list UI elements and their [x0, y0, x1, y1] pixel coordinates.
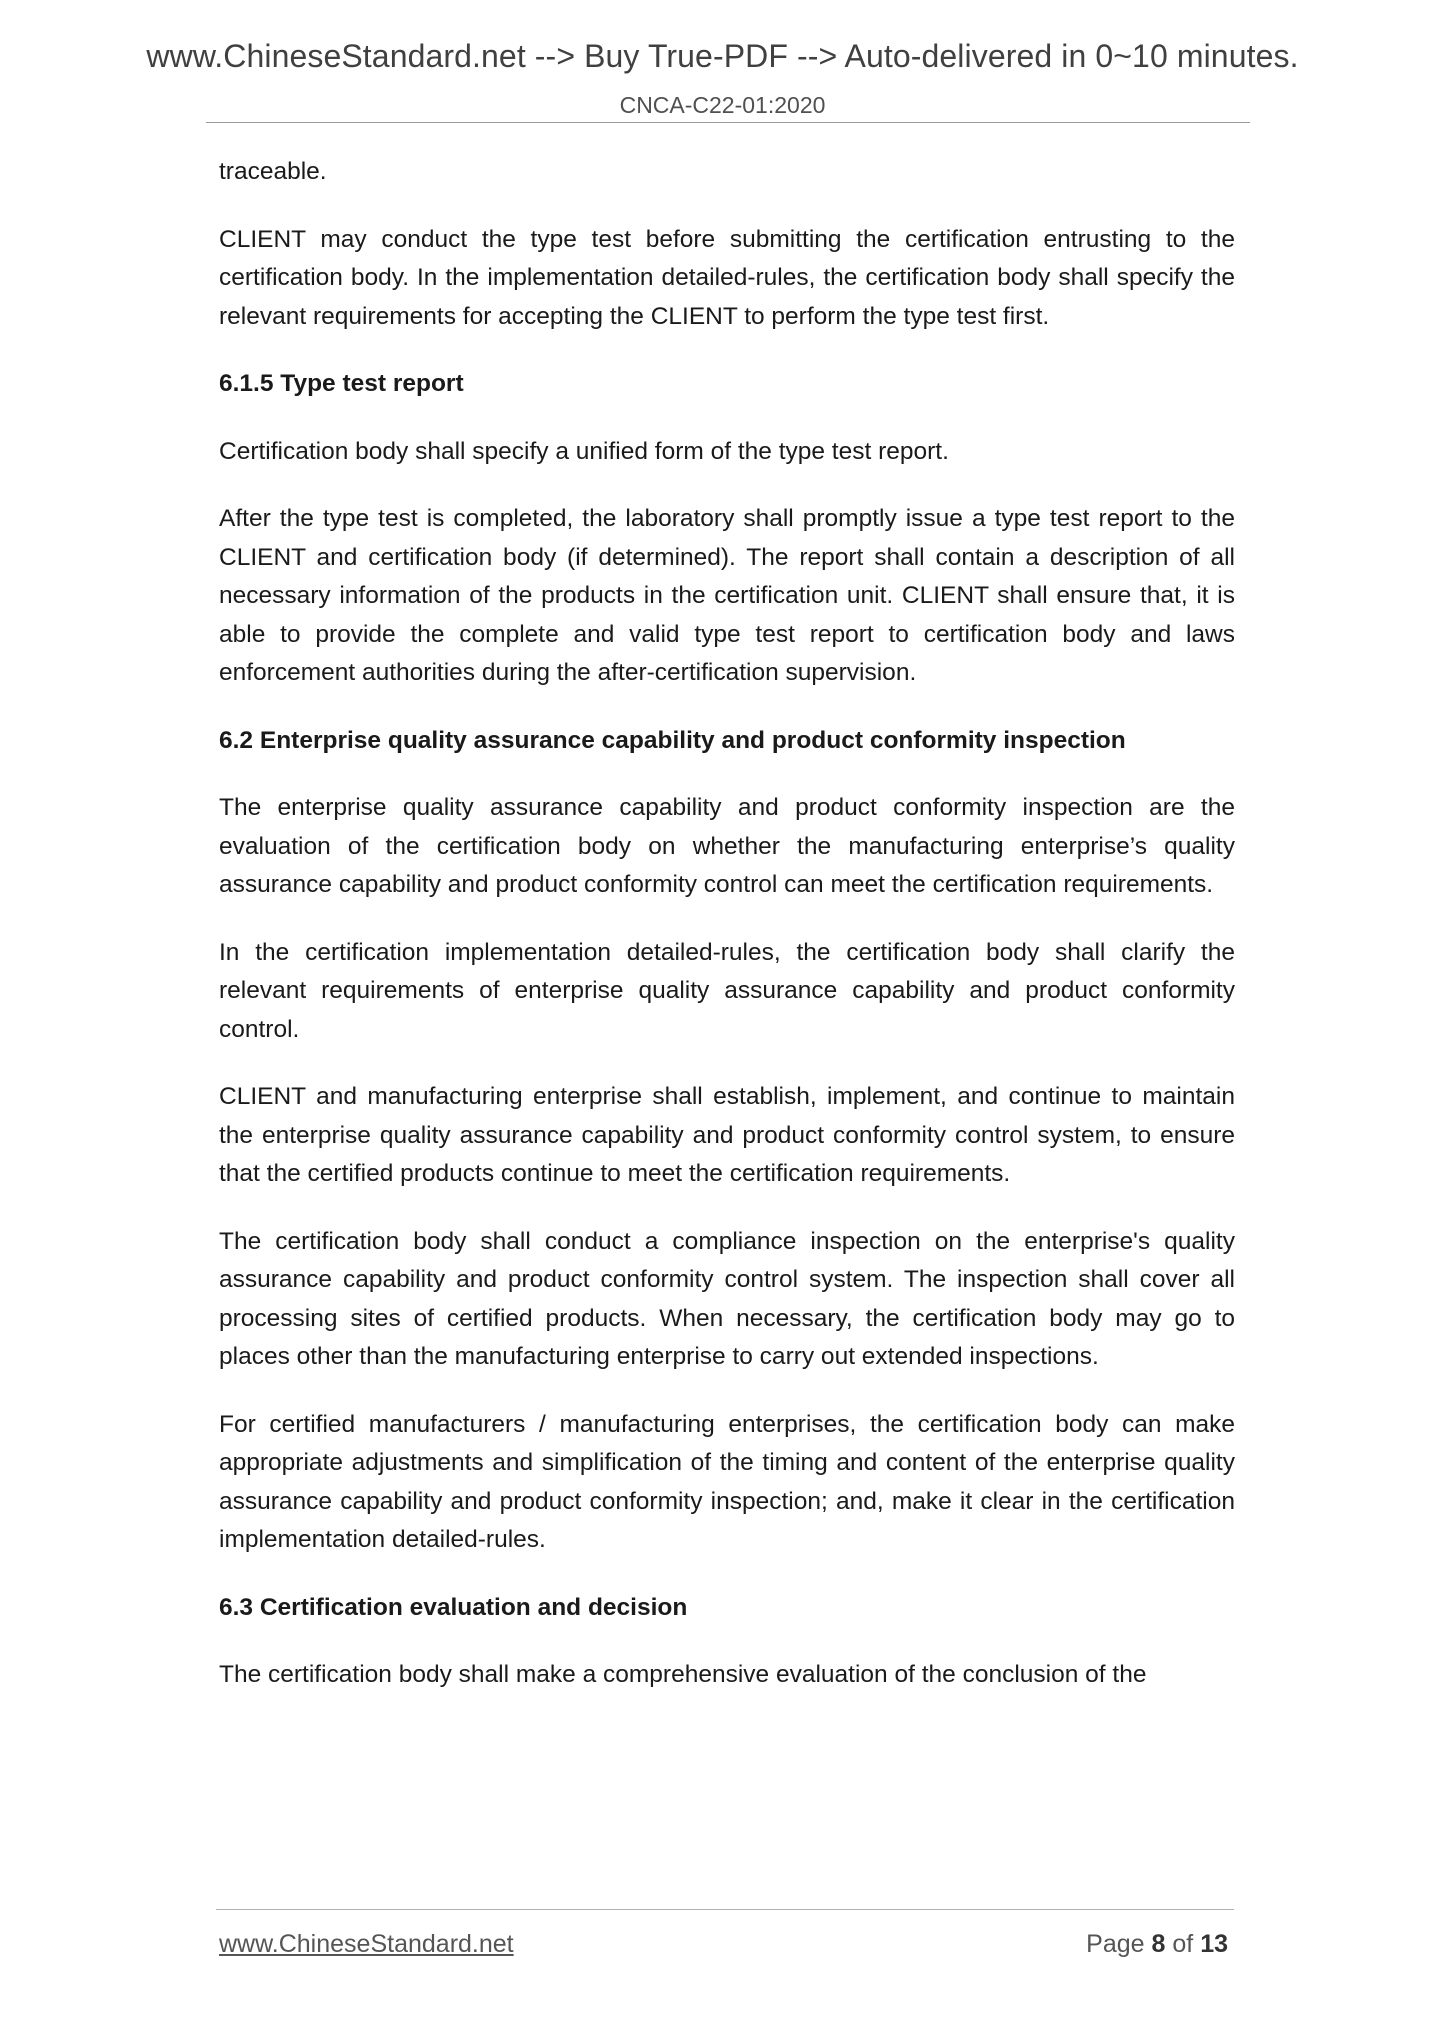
- section-heading-6-2: 6.2 Enterprise quality assurance capability and product conformity inspection: [219, 726, 1126, 754]
- page-indicator: [1086, 1930, 1228, 1959]
- paragraph: The enterprise quality assurance capability and product conformity inspection are the evaluation of the certification body on whether the manufacturing enterprise’s quality assurance capability and product conformity control can meet the certification requirements.: [219, 794, 1235, 898]
- paragraph: traceable.: [219, 158, 327, 185]
- footer-divider: [216, 1909, 1234, 1910]
- section-heading-6-1-5: 6.1.5 Type test report: [219, 370, 464, 397]
- document-code: CNCA-C22-01:2020: [619, 92, 826, 118]
- of-label: of: [1172, 1930, 1194, 1958]
- paragraph: CLIENT may conduct the type test before submitting the certification entrusting to the certification body. In the implementation detailed-rules, the certification body shall specify the relevant requirements for accepting the CLIENT to perform the type test first.: [219, 225, 1235, 330]
- header-banner[interactable]: www.ChineseStandard.net --> Buy True-PDF --> Auto-delivered in 0~10 minutes.: [146, 38, 1299, 74]
- paragraph: CLIENT and manufacturing enterprise shall establish, implement, and continue to maintain the enterprise quality assurance capability and product conformity control system, to ensure that the certified products continue to meet the certification requirements.: [219, 1083, 1235, 1187]
- footer-website-link[interactable]: www.ChineseStandard.net: [219, 1930, 514, 1958]
- page-total: 13: [1200, 1930, 1228, 1958]
- page-body: [219, 153, 1235, 1724]
- page-number: 8: [1151, 1930, 1166, 1958]
- paragraph: After the type test is completed, the laboratory shall promptly issue a type test report to the CLIENT and certification body (if determined). The report shall contain a description of all necessary information of the products in the certification unit. CLIENT shall ensure that, it is able to provide the complete and valid type test report to certification body and laws enforcement authorities during the after-certification supervision.: [219, 505, 1235, 686]
- page-label: Page: [1086, 1930, 1145, 1958]
- header-divider: [206, 122, 1250, 123]
- paragraph: The certification body shall conduct a compliance inspection on the enterprise's quality assurance capability and product conformity control system. The inspection shall cover all processing sites of certified products. When necessary, the certification body may go to places other than the manufacturing enterprise to carry out extended inspections.: [219, 1227, 1235, 1370]
- paragraph: For certified manufacturers / manufacturing enterprises, the certification body can make appropriate adjustments and simplification of the timing and content of the enterprise quality assurance capability and product conformity inspection; and, make it clear in the certification implementation detailed-rules.: [219, 1410, 1235, 1553]
- paragraph: The certification body shall make a comprehensive evaluation of the conclusion of the: [219, 1661, 1147, 1688]
- paragraph: In the certification implementation detailed-rules, the certification body shall clarify the relevant requirements of enterprise quality assurance capability and product conformity control.: [219, 938, 1235, 1043]
- paragraph: Certification body shall specify a unified form of the type test report.: [219, 437, 949, 465]
- section-heading-6-3: 6.3 Certification evaluation and decision: [219, 1593, 688, 1621]
